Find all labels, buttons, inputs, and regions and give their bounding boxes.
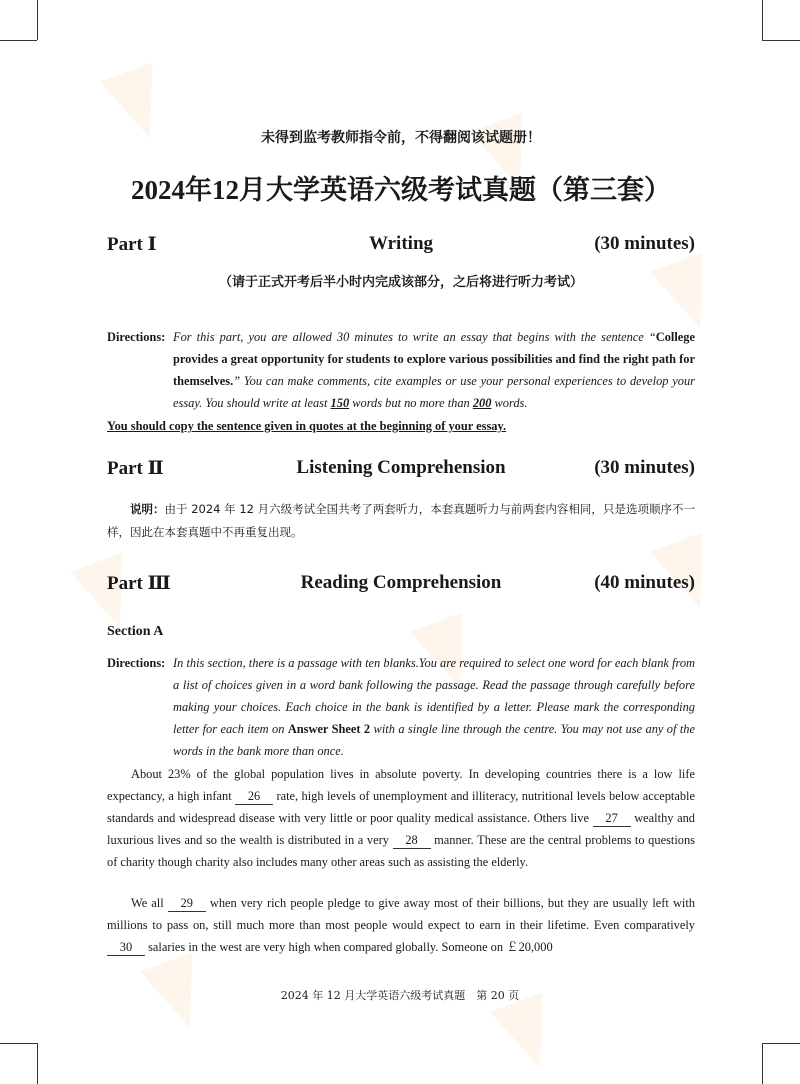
- blank-30: 30: [107, 940, 145, 956]
- crop-mark: [762, 1043, 800, 1044]
- blank-29: 29: [168, 896, 206, 912]
- section-title: Section A: [107, 624, 164, 639]
- page-footer: 2024 年 12 月大学英语六级考试真题 第 20 页: [280, 989, 520, 1002]
- crop-mark: [0, 1043, 37, 1044]
- crop-mark: [762, 1043, 763, 1084]
- copy-instruction: You should copy the sentence given in quotes at the beginning of your essay.: [107, 419, 507, 433]
- listening-explanation: 说明：由于 2024 年 12 月六级考试全国共考了两套听力，本套真题听力与前两套内容相同，只是选项顺序不一样，因此在本套真题中不再重复出现。: [107, 502, 695, 539]
- crop-mark: [0, 40, 37, 41]
- crop-mark: [37, 1043, 38, 1084]
- part-1-header: [107, 233, 695, 261]
- crop-mark: [762, 40, 800, 41]
- exam-notice: 未得到监考教师指令前，不得翻阅该试题册！: [261, 130, 541, 146]
- part-time: (30 minutes): [594, 233, 695, 254]
- watermark-mark: [650, 253, 727, 338]
- directions-label: Directions:: [107, 330, 166, 344]
- directions-text: For this part, you are allowed 30 minutes to write an essay that begins with the sentence “College provides a great opportunity for students to explore various possibilities and find the right path for themselves.” You can make comments, cite examples or use your personal experiences to develop your essay. You should write at least 150 words but no more than 200 words.: [173, 330, 695, 410]
- blank-28: 28: [393, 833, 431, 849]
- part-label: Part Ⅲ: [107, 573, 171, 594]
- part-2-header: [107, 457, 695, 485]
- part-time: (30 minutes): [594, 457, 695, 478]
- directions-text: In this section, there is a passage with ten blanks.You are required to select one word for each blank from a list of choices given in a word bank following the passage. Read the passage through carefully before making your choices. Each choice in the bank is identified by a letter. Please mark the corresponding letter for each item on Answer Sheet 2 with a single line through the centre. You may not use any of the words in the bank more than once.: [173, 656, 695, 758]
- part-time: (40 minutes): [594, 572, 695, 593]
- watermark-mark: [490, 993, 567, 1078]
- writing-note: （请于正式开考后半小时内完成该部分，之后将进行听力考试）: [218, 275, 583, 290]
- part-name: Reading Comprehension: [300, 572, 502, 593]
- blank-26: 26: [235, 789, 273, 805]
- directions-label: Directions:: [107, 656, 166, 670]
- passage-paragraph: We all 29 when very rich people pledge to give away most of their billions, but they are usually left with millions to pass on, still much more than most people would expect to earn in their lifetime. Even comparatively 30 salaries in the west are very high when compared globally. Someone on ￡20,000: [107, 896, 695, 954]
- exam-title: 2024年12月大学英语六级考试真题（第三套）: [131, 175, 671, 205]
- part-3-header: [107, 572, 695, 600]
- part-name: Listening Comprehension: [296, 457, 506, 478]
- passage-paragraph: About 23% of the global population lives in absolute poverty. In developing countries there is a low life expectancy, a high infant 26 rate, high levels of unemployment and illiteracy, nutritional levels below acceptable standards and widespread disease with very little or poor quality medical assistance. Others live 27 wealthy and luxurious lives and so the wealth is distributed in a very 28 manner. These are the central problems to questions of charity though charity also includes many other areas such as assisting the elderly.: [107, 767, 695, 869]
- part-label: Part Ⅱ: [107, 458, 164, 479]
- writing-directions: [107, 326, 695, 414]
- reading-directions: [107, 652, 695, 762]
- crop-mark: [762, 0, 763, 40]
- part-label: Part Ⅰ: [107, 234, 157, 255]
- crop-mark: [37, 0, 38, 40]
- part-name: Writing: [368, 233, 434, 254]
- blank-27: 27: [593, 811, 631, 827]
